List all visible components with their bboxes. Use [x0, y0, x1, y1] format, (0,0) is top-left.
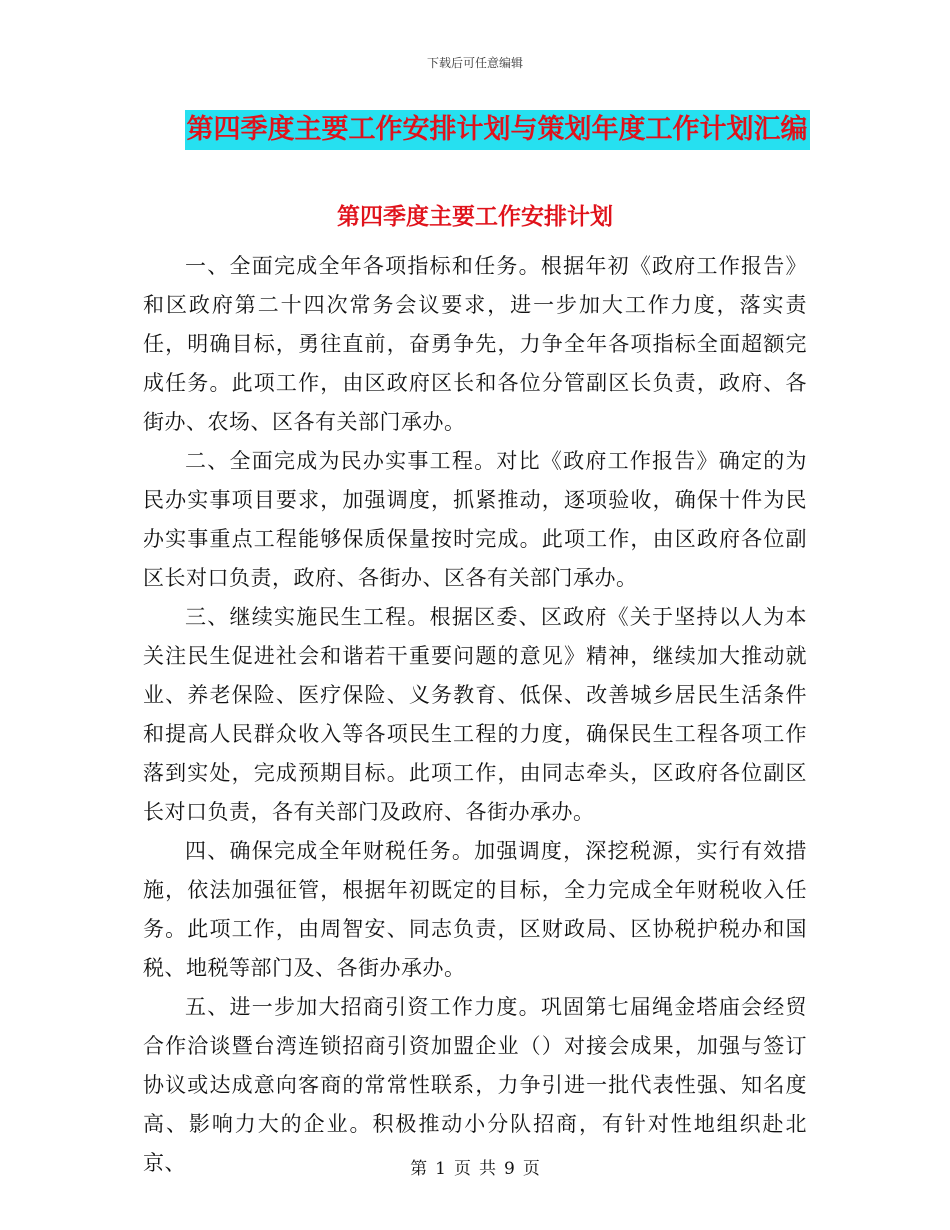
paragraph-3: 三、继续实施民生工程。根据区委、区政府《关于坚持以人为本关注民生促进社会和谐若干重要问题的意见》精神，继续加大推动就业、养老保险、医疗保险、义务教育、低保、改善城乡居民生活条件和提高人民群众收入等各项民生工程的力度，确保民生工程各项工作落到实处，完成预期目标。此项工作，由同志牵头，区政府各位副区长对口负责，各有关部门及政府、各街办承办。 [143, 605, 807, 824]
footer-page-suffix: 页 [522, 1159, 540, 1179]
footer-page-prefix: 第 [410, 1159, 428, 1179]
paragraph-5: 五、进一步加大招商引资工作力度。巩固第七届绳金塔庙会经贸合作洽谈暨台湾连锁招商引资加盟企业（）对接会成果，加强与签订协议或达成意向客商的常常性联系，力争引进一批代表性强、知名度高、影响力大的企业。积极推动小分队招商，有针对性地组织赴北京、 [143, 995, 807, 1175]
paragraph-2: 二、全面完成为民办实事工程。对比《政府工作报告》确定的为民办实事项目要求，加强调度，抓紧推动，逐项验收，确保十件为民办实事重点工程能够保质保量按时完成。此项工作，由区政府各位副区长对口负责，政府、各街办、区各有关部门承办。 [143, 449, 807, 590]
footer-page-mid: 页 [454, 1159, 471, 1179]
paragraph-4: 四、确保完成全年财税任务。加强调度，深挖税源，实行有效措施，依法加强征管，根据年初既定的目标，全力完成全年财税收入任务。此项工作，由周智安、同志负责，区财政局、区协税护税办和国税、地税等部门及、各街办承办。 [143, 839, 807, 980]
footer-total-prefix: 共 [479, 1159, 496, 1179]
footer-total-pages: 9 [504, 1159, 515, 1179]
document-body [143, 247, 807, 1183]
paragraph-1: 一、全面完成全年各项指标和任务。根据年初《政府工作报告》和区政府第二十四次常务会议要求，进一步加大工作力度，落实责任，明确目标，勇往直前，奋勇争先，力争全年各项指标全面超额完成任务。此项工作，由区政府区长和各位分管副区长负责，政府、各街办、农场、区各有关部门承办。 [143, 254, 807, 434]
footer-current-page: 1 [435, 1159, 446, 1179]
section-title: 第四季度主要工作安排计划 [337, 204, 613, 230]
main-title: 第四季度主要工作安排计划与策划年度工作计划汇编 [185, 110, 810, 150]
header-note: 下载后可任意编辑 [426, 56, 523, 70]
page-footer [0, 1154, 950, 1179]
main-title-container [0, 110, 950, 150]
